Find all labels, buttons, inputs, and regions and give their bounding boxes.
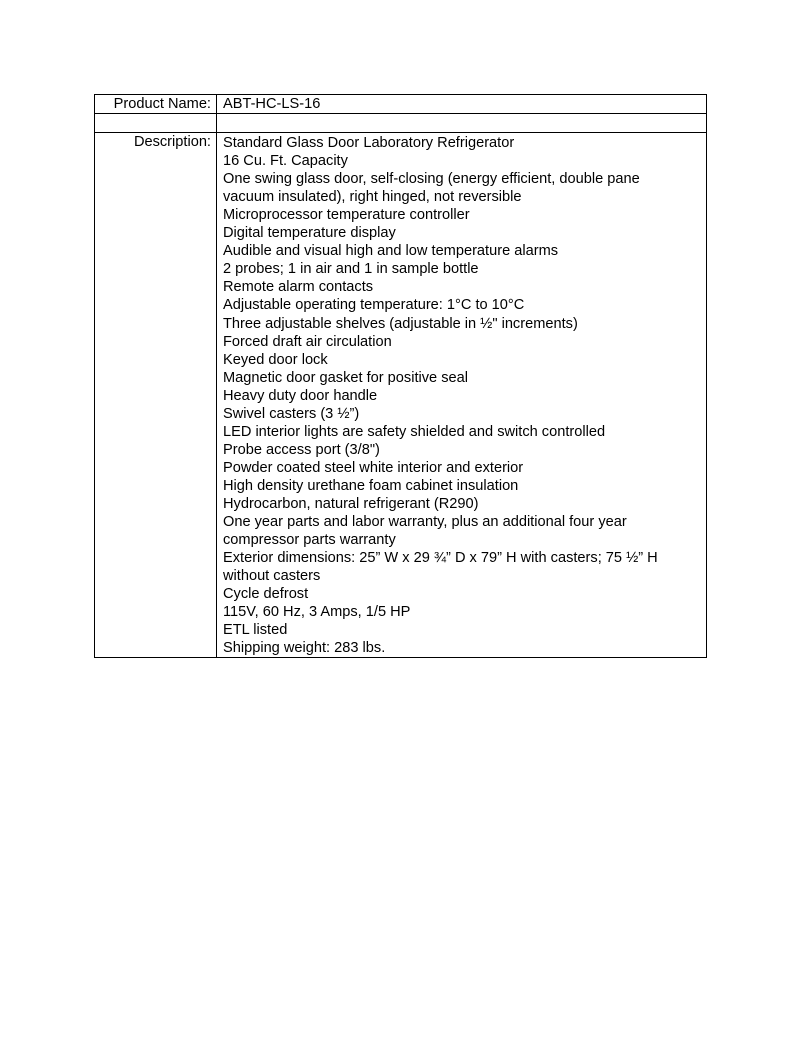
description-item: Swivel casters (3 ½”) xyxy=(223,405,360,422)
description-item: Probe access port (3/8") xyxy=(223,441,380,458)
description-item: 2 probes; 1 in air and 1 in sample bottle xyxy=(223,261,479,278)
description-item: 16 Cu. Ft. Capacity xyxy=(223,153,348,170)
empty-cell xyxy=(95,114,217,133)
product-name-row xyxy=(95,95,707,114)
description-item: Keyed door lock xyxy=(223,351,328,368)
description-item: Magnetic door gasket for positive seal xyxy=(223,369,468,386)
description-item: Standard Glass Door Laboratory Refrigerator xyxy=(223,135,515,152)
description-item: Hydrocarbon, natural refrigerant (R290) xyxy=(223,495,479,512)
description-item: Microprocessor temperature controller xyxy=(223,207,470,224)
description-item: LED interior lights are safety shielded and switch controlled xyxy=(223,423,606,440)
description-item: Cycle defrost xyxy=(223,586,309,603)
description-item: Adjustable operating temperature: 1°C to 10°C xyxy=(223,297,525,314)
description-item: High density urethane foam cabinet insulation xyxy=(223,477,519,494)
product-name-value: ABT-HC-LS-16 xyxy=(217,95,707,114)
description-list xyxy=(217,133,707,658)
description-item: Remote alarm contacts xyxy=(223,279,374,296)
description-item: Audible and visual high and low temperature alarms xyxy=(223,243,559,260)
empty-row xyxy=(95,114,707,133)
description-item: Digital temperature display xyxy=(223,225,396,242)
description-item: One swing glass door, self-closing (energy efficient, double pane vacuum insulated), right hinged, not reversible xyxy=(223,171,640,206)
product-name-label: Product Name: xyxy=(95,95,217,114)
description-item: One year parts and labor warranty, plus an additional four year compressor parts warranty xyxy=(223,514,627,549)
description-label: Description: xyxy=(95,133,217,658)
product-spec-table xyxy=(94,94,707,658)
description-row xyxy=(95,133,707,658)
description-item: Shipping weight: 283 lbs. xyxy=(223,640,386,657)
description-item: 115V, 60 Hz, 3 Amps, 1/5 HP xyxy=(223,604,411,621)
description-item: Powder coated steel white interior and exterior xyxy=(223,459,524,476)
description-item: Three adjustable shelves (adjustable in ½" increments) xyxy=(223,315,578,332)
description-item: Forced draft air circulation xyxy=(223,333,392,350)
description-item: ETL listed xyxy=(223,622,288,639)
empty-cell xyxy=(217,114,707,133)
description-item: Exterior dimensions: 25” W x 29 ¾” D x 79” H with casters; 75 ½” H without casters xyxy=(223,550,658,585)
description-item: Heavy duty door handle xyxy=(223,387,378,404)
